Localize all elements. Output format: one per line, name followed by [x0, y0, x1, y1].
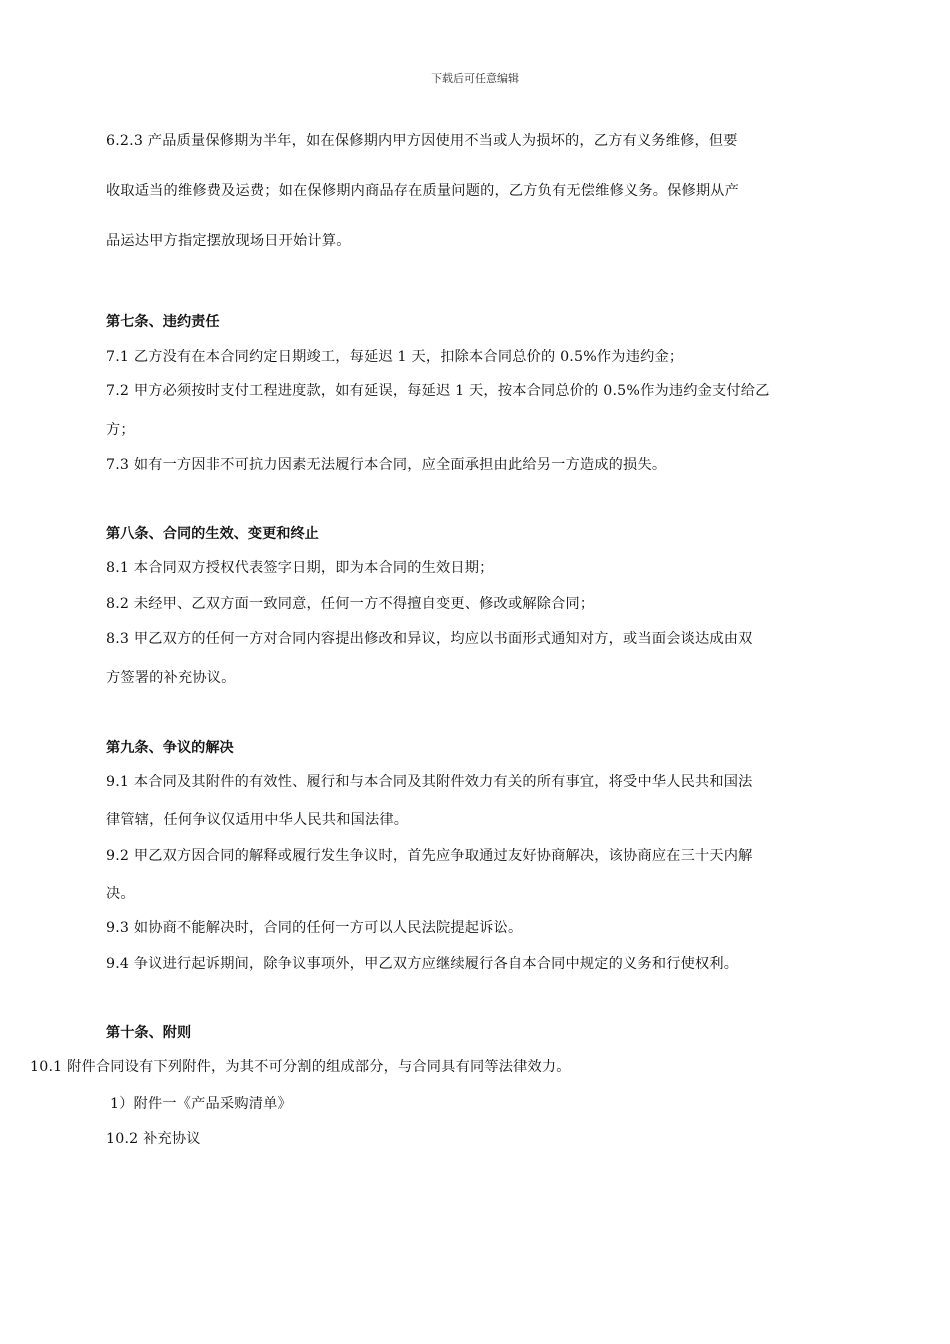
clause-8-3-line2: 方签署的补充协议。	[106, 670, 236, 686]
clause-9-2-line1: 9.2 甲乙双方因合同的解释或履行发生争议时，首先应争取通过友好协商解决，该协商应在三十天内解	[106, 848, 753, 864]
article-8-heading: 第八条、合同的生效、变更和终止	[106, 526, 319, 542]
clause-8-1: 8.1 本合同双方授权代表签字日期，即为本合同的生效日期；	[106, 560, 494, 576]
clause-9-4: 9.4 争议进行起诉期间，除争议事项外，甲乙双方应继续履行各自本合同中规定的义务和行使权利。	[106, 956, 739, 972]
clause-9-2-line2: 决。	[106, 886, 135, 902]
article-9-heading: 第九条、争议的解决	[106, 740, 234, 756]
clause-7-2-line1: 7.2 甲方必须按时支付工程进度款，如有延误，每延迟 1 天，按本合同总价的 0.5%作为违约金支付给乙	[106, 383, 770, 399]
clause-7-1: 7.1 乙方没有在本合同约定日期竣工，每延迟 1 天，扣除本合同总价的 0.5%作为违约金；	[106, 349, 684, 365]
clause-6-2-3-line3: 品运达甲方指定摆放现场日开始计算。	[106, 233, 351, 249]
page-header-note: 下载后可任意编辑	[431, 72, 519, 85]
clause-8-3-line1: 8.3 甲乙双方的任何一方对合同内容提出修改和异议，均应以书面形式通知对方，或当面会谈达成由双	[106, 631, 753, 647]
clause-9-3: 9.3 如协商不能解决时，合同的任何一方可以人民法院提起诉讼。	[106, 920, 523, 936]
clause-9-1-line2: 律管辖，任何争议仅适用中华人民共和国法律。	[106, 812, 409, 828]
clause-9-1-line1: 9.1 本合同及其附件的有效性、履行和与本合同及其附件效力有关的所有事宜，将受中华人民共和国法	[106, 774, 753, 790]
clause-10-2: 10.2 补充协议	[106, 1131, 201, 1147]
article-10-heading: 第十条、附则	[106, 1025, 192, 1041]
clause-6-2-3-line2: 收取适当的维修费及运费；如在保修期内商品存在质量问题的，乙方负有无偿维修义务。保修期从产	[106, 183, 740, 199]
clause-7-2-line2: 方；	[106, 422, 135, 438]
article-7-heading: 第七条、违约责任	[106, 314, 220, 330]
attachment-item-1: 1）附件一《产品采购清单》	[110, 1096, 292, 1112]
clause-8-2: 8.2 未经甲、乙双方面一致同意，任何一方不得擅自变更、修改或解除合同；	[106, 596, 595, 612]
clause-10-1: 10.1 附件合同设有下列附件，为其不可分割的组成部分，与合同具有同等法律效力。	[30, 1059, 571, 1075]
clause-6-2-3-line1: 6.2.3 产品质量保修期为半年，如在保修期内甲方因使用不当或人为损坏的，乙方有义务维修，但要	[106, 133, 738, 149]
clause-7-3: 7.3 如有一方因非不可抗力因素无法履行本合同，应全面承担由此给另一方造成的损失。	[106, 457, 667, 473]
